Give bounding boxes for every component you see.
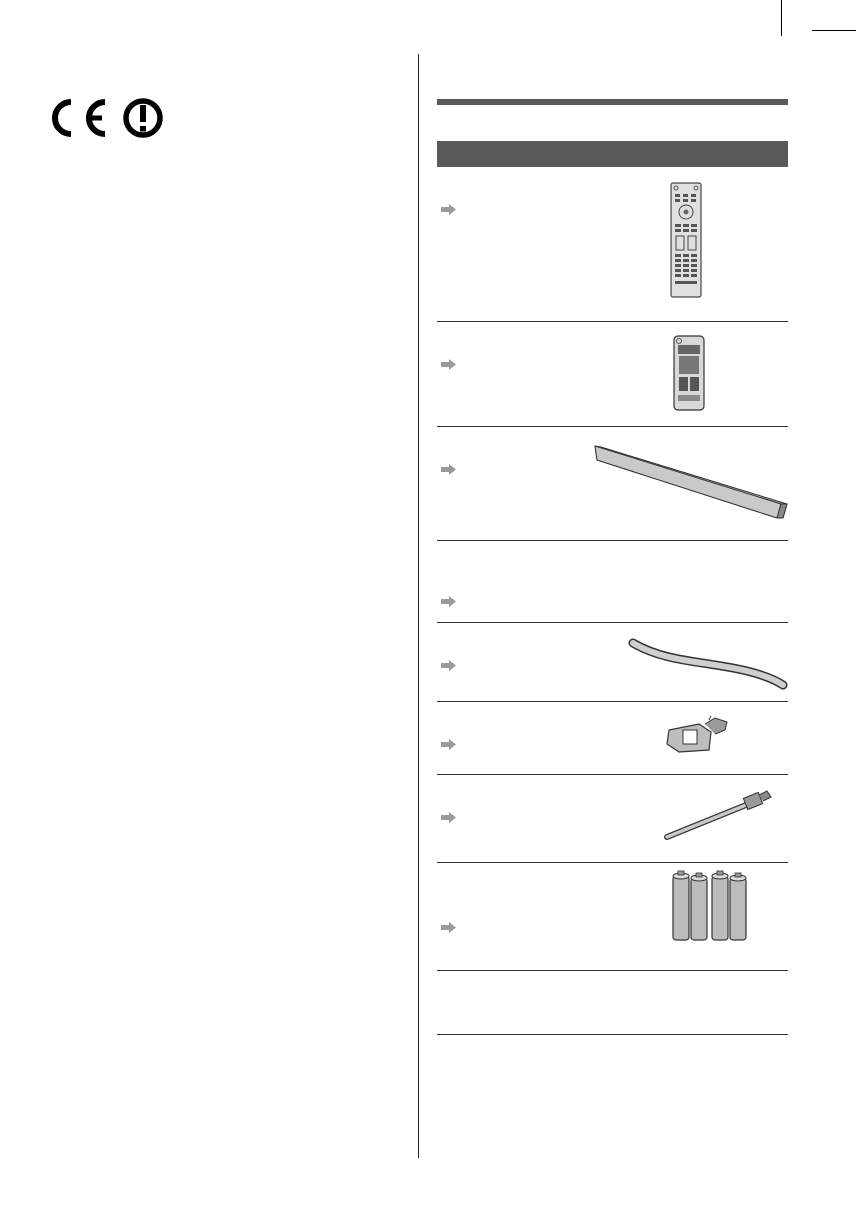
column-divider	[418, 54, 419, 1158]
arrow-right-icon	[441, 739, 456, 750]
cable-tube-icon	[627, 633, 789, 691]
trim-mark-top-right	[781, 0, 782, 36]
small-remote-icon	[673, 335, 705, 411]
arrow-right-icon	[441, 464, 456, 475]
accessory-row-cable-tie	[437, 775, 788, 863]
accessory-row-cable-clamp	[437, 702, 788, 775]
batteries-icon	[671, 870, 749, 942]
accessory-row-item-9	[437, 971, 788, 1035]
arrow-right-icon	[441, 359, 456, 370]
speaker-bar-icon	[593, 444, 789, 520]
arrow-right-icon	[441, 596, 456, 607]
accessory-row-small-remote	[437, 322, 788, 427]
accessories-header-bar	[437, 141, 788, 167]
section-top-rule	[437, 99, 788, 105]
arrow-right-icon	[441, 204, 456, 215]
arrow-right-icon	[441, 660, 456, 671]
accessories-list	[437, 167, 788, 1035]
arrow-right-icon	[441, 922, 456, 933]
trim-mark-right	[812, 30, 856, 31]
accessory-row-speaker-bar	[437, 427, 788, 541]
accessory-row-remote	[437, 167, 788, 322]
accessory-row-item-4	[437, 541, 788, 623]
cable-tie-icon	[663, 789, 775, 843]
ce-alert-mark-logo	[51, 97, 169, 139]
accessory-row-cable-tube	[437, 623, 788, 702]
arrow-right-icon	[441, 812, 456, 823]
remote-control-icon	[670, 182, 702, 298]
cable-clamp-icon	[665, 716, 731, 754]
accessory-row-batteries	[437, 863, 788, 971]
